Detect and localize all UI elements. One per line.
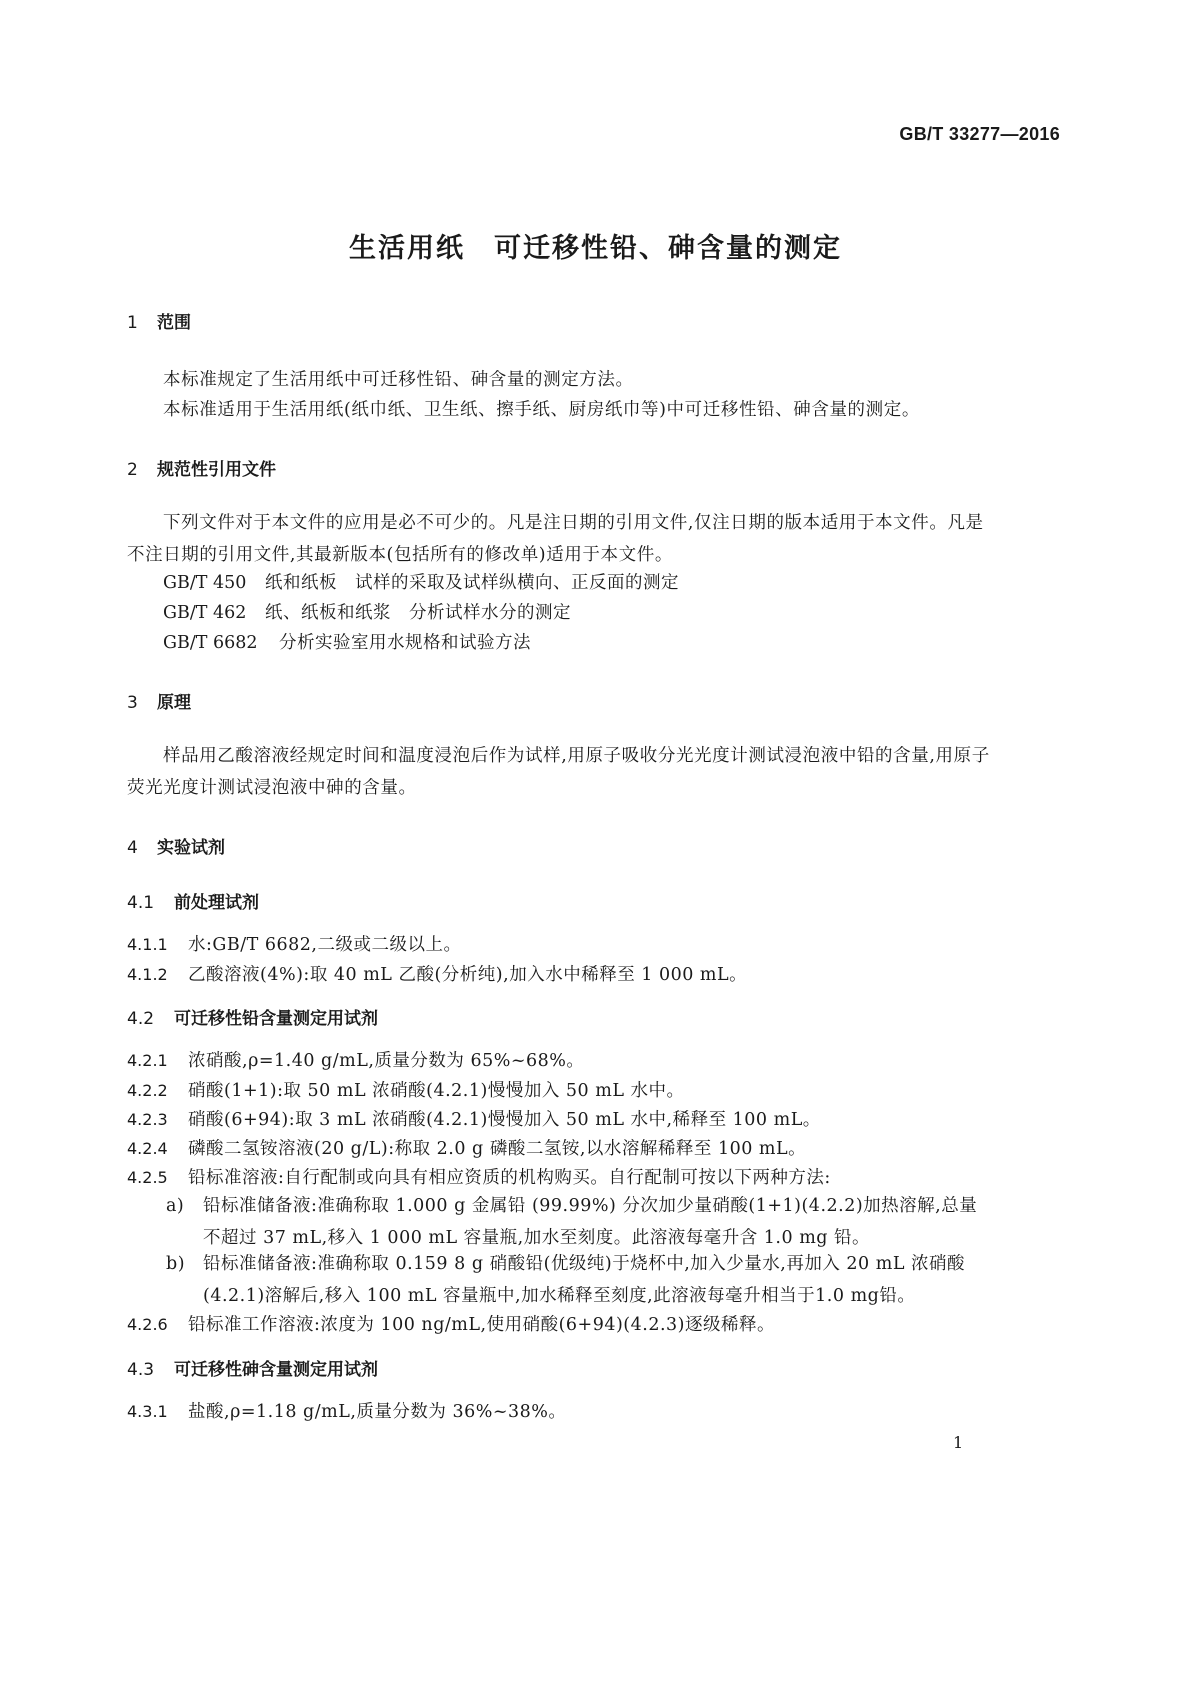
section-1-heading bbox=[127, 308, 191, 333]
clause-number: 4.2.4 bbox=[127, 1139, 168, 1158]
section-number: 4 bbox=[127, 838, 138, 858]
section-number: 3 bbox=[127, 693, 138, 713]
section-title: 范围 bbox=[157, 313, 191, 333]
section-4-heading bbox=[127, 833, 225, 858]
clause-number: 4.2.3 bbox=[127, 1110, 168, 1129]
clause-number: 4.1.2 bbox=[127, 965, 168, 984]
sub-item-text: 铅标准储备液:准确称取 1.000 g 金属铅 (99.99%) 分次加少量硝酸(1+1)(4.2.2)加热溶解,总量不超过 37 mL,移入 1 000 mL 容量瓶,加水至刻度。此溶液每毫升含 1.0 mg 铅。 bbox=[203, 1196, 978, 1248]
subsection-number: 4.1 bbox=[127, 893, 155, 913]
clause-text: 水:GB/T 6682,二级或二级以上。 bbox=[188, 935, 462, 955]
paragraph: 本标准适用于生活用纸(纸巾纸、卫生纸、擦手纸、厨房纸巾等)中可迁移性铅、砷含量的测定。 bbox=[163, 400, 920, 420]
clause-text: 浓硝酸,ρ=1.40 g/mL,质量分数为 65%~68%。 bbox=[188, 1051, 585, 1071]
subsection-4-1-heading bbox=[127, 888, 259, 913]
clause-item bbox=[127, 1311, 775, 1336]
clause-number: 4.2.1 bbox=[127, 1051, 168, 1070]
clause-item bbox=[127, 931, 461, 956]
reference-item bbox=[163, 629, 531, 654]
page-number: 1 bbox=[953, 1433, 964, 1452]
subsection-4-3-heading bbox=[127, 1355, 378, 1380]
subsection-title: 可迁移性砷含量测定用试剂 bbox=[174, 1360, 378, 1380]
clause-text: 铅标准溶液:自行配制或向具有相应资质的机构购买。自行配制可按以下两种方法: bbox=[188, 1168, 831, 1188]
clause-text: 磷酸二氢铵溶液(20 g/L):称取 2.0 g 磷酸二氢铵,以水溶解稀释至 100 mL。 bbox=[188, 1139, 807, 1159]
paragraph: 下列文件对于本文件的应用是必不可少的。凡是注日期的引用文件,仅注日期的版本适用于本文件。凡是不注日期的引用文件,其最新版本(包括所有的修改单)适用于本文件。 bbox=[127, 513, 984, 565]
section-number: 1 bbox=[127, 313, 138, 333]
reference-title: 分析实验室用水规格和试验方法 bbox=[279, 633, 531, 653]
sub-item bbox=[166, 1248, 993, 1312]
clause-item bbox=[127, 1135, 806, 1160]
sub-item-label: a) bbox=[166, 1196, 185, 1216]
subsection-4-2-heading bbox=[127, 1004, 378, 1029]
clause-item bbox=[127, 1106, 821, 1131]
subsection-title: 可迁移性铅含量测定用试剂 bbox=[174, 1009, 378, 1029]
standard-code: GB/T 33277—2016 bbox=[899, 124, 1060, 144]
clause-item bbox=[127, 1164, 831, 1189]
sub-item bbox=[166, 1190, 993, 1254]
paragraph: 本标准规定了生活用纸中可迁移性铅、砷含量的测定方法。 bbox=[163, 370, 634, 390]
reference-title: 纸和纸板 试样的采取及试样纵横向、正反面的测定 bbox=[265, 573, 679, 593]
paragraph: 样品用乙酸溶液经规定时间和温度浸泡后作为试样,用原子吸收分光光度计测试浸泡液中铅的含量,用原子荧光光度计测试浸泡液中砷的含量。 bbox=[127, 746, 990, 798]
subsection-number: 4.2 bbox=[127, 1009, 155, 1029]
clause-item bbox=[127, 1047, 584, 1072]
section-2-heading bbox=[127, 455, 276, 480]
clause-number: 4.1.1 bbox=[127, 935, 168, 954]
clause-number: 4.2.6 bbox=[127, 1315, 168, 1334]
clause-item bbox=[127, 961, 747, 986]
section-title: 原理 bbox=[157, 693, 191, 713]
subsection-title: 前处理试剂 bbox=[174, 893, 259, 913]
sub-item-text: 铅标准储备液:准确称取 0.159 8 g 硝酸铅(优级纯)于烧杯中,加入少量水,再加入 20 mL 浓硝酸(4.2.1)溶解后,移入 100 mL 容量瓶中,加水稀释至刻度,此溶液每毫升相当于1.0 mg铅。 bbox=[203, 1254, 966, 1306]
subsection-number: 4.3 bbox=[127, 1360, 155, 1380]
clause-number: 4.2.5 bbox=[127, 1168, 168, 1187]
reference-code: GB/T 462 bbox=[163, 603, 247, 623]
clause-text: 盐酸,ρ=1.18 g/mL,质量分数为 36%~38%。 bbox=[188, 1402, 567, 1422]
clause-number: 4.3.1 bbox=[127, 1402, 168, 1421]
clause-text: 硝酸(1+1):取 50 mL 浓硝酸(4.2.1)慢慢加入 50 mL 水中。 bbox=[188, 1081, 685, 1101]
clause-text: 铅标准工作溶液:浓度为 100 ng/mL,使用硝酸(6+94)(4.2.3)逐级稀释。 bbox=[188, 1315, 775, 1335]
reference-code: GB/T 6682 bbox=[163, 633, 258, 653]
clause-text: 乙酸溶液(4%):取 40 mL 乙酸(分析纯),加入水中稀释至 1 000 mL。 bbox=[188, 965, 748, 985]
sub-item-label: b) bbox=[166, 1254, 186, 1274]
reference-code: GB/T 450 bbox=[163, 573, 247, 593]
clause-number: 4.2.2 bbox=[127, 1081, 168, 1100]
clause-item bbox=[127, 1077, 685, 1102]
section-3-heading bbox=[127, 688, 191, 713]
section-title: 规范性引用文件 bbox=[157, 460, 276, 480]
clause-text: 硝酸(6+94):取 3 mL 浓硝酸(4.2.1)慢慢加入 50 mL 水中,稀释至 100 mL。 bbox=[188, 1110, 821, 1130]
section-number: 2 bbox=[127, 460, 138, 480]
reference-item bbox=[163, 569, 679, 594]
reference-title: 纸、纸板和纸浆 分析试样水分的测定 bbox=[265, 603, 571, 623]
clause-item bbox=[127, 1398, 566, 1423]
document-title: 生活用纸 可迁移性铅、砷含量的测定 bbox=[349, 233, 842, 264]
reference-item bbox=[163, 599, 571, 624]
section-title: 实验试剂 bbox=[157, 838, 225, 858]
